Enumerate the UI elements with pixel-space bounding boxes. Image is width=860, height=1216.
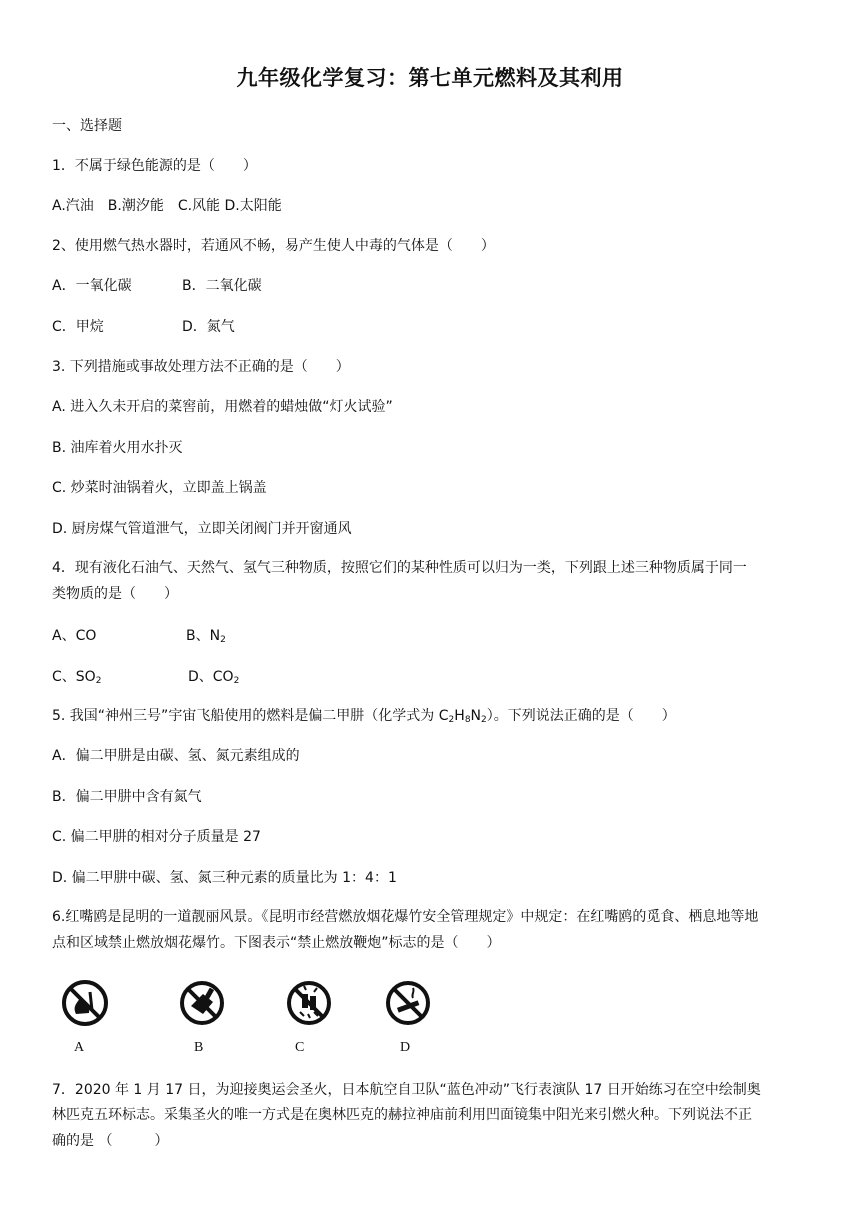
question-4-option-d: D、$CO_2$ [188,669,240,686]
question-1-options: A.汽油 B.潮汐能 C.风能 D.太阳能 [52,198,282,214]
question-4-stem-line-1: 4．现有液化石油气、天然气、氢气三种物质，按照它们的某种性质可以归为一类，下列跟上述三种物质属于同一 [52,560,747,576]
no-match-sign-icon [177,976,227,1030]
question-2-stem: 2、使用燃气热水器时，若通风不畅，易产生使人中毒的气体是（ ） [52,238,495,254]
question-3-option-b: B. 油库着火用水扑灭 [52,440,183,456]
question-5-option-a: A．偏二甲肼是由碳、氢、氮元素组成的 [52,748,300,764]
question-4-option-b: B、$N_2$ [186,628,226,645]
question-5-stem: 5. 我国“神州三号”宇宙飞船使用的燃料是偏二甲肼（化学式为 $C_2H_8N_2$）。下列说法正确的是（ ） [52,708,676,725]
question-4-stem-line-2: 类物质的是（ ） [52,586,178,602]
question-5-option-d: D. 偏二甲肼中碳、氢、氮三种元素的质量比为 1：4：1 [52,870,397,886]
no-smoking-sign-icon [383,976,433,1030]
sign-label-b: B [194,1040,204,1055]
question-7-line-3: 确的是 （ ） [52,1133,169,1149]
question-1-stem: 1．不属于绿色能源的是（ ） [52,158,257,174]
question-7-line-1: 7．2020 年 1 月 17 日，为迎接奥运会圣火，日本航空自卫队“蓝色冲动”飞行表演队 17 日开始练习在空中绘制奥 [52,1082,761,1098]
question-5-option-b: B．偏二甲肼中含有氮气 [52,789,202,805]
question-7-line-2: 林匹克五环标志。采集圣火的唯一方式是在奥林匹克的赫拉神庙前利用凹面镜集中阳光来引燃火种。下列说法不正 [52,1107,752,1123]
question-4-option-a: A、CO [52,628,97,644]
question-3-option-a: A. 进入久未开启的菜窖前，用燃着的蜡烛做“灯火试验” [52,399,393,415]
question-2-option-c: C．甲烷 [52,319,104,335]
no-firecrackers-sign-icon [284,976,334,1030]
question-6-stem-line-2: 点和区域禁止燃放烟花爆竹。下图表示“禁止燃放鞭炮”标志的是（ ） [52,935,501,951]
question-3-stem: 3. 下列措施或事故处理方法不正确的是（ ） [52,359,350,375]
no-flame-sign-icon [60,976,110,1030]
question-5-option-c: C. 偏二甲肼的相对分子质量是 27 [52,829,261,845]
sign-label-a: A [74,1040,85,1055]
page-title: 九年级化学复习：第七单元燃料及其利用 [236,66,624,90]
question-6-stem-line-1: 6.红嘴鸥是昆明的一道靓丽风景。《昆明市经营燃放烟花爆竹安全管理规定》中规定：在红嘴鸥的觅食、栖息地等地 [52,909,759,925]
sign-label-d: D [400,1040,411,1055]
sign-label-c: C [295,1040,305,1055]
question-2-option-b: B．二氧化碳 [182,278,262,294]
section-heading: 一、选择题 [52,118,122,134]
question-4-option-c: C、$SO_2$ [52,669,102,686]
question-3-option-d: D. 厨房煤气管道泄气，立即关闭阀门并开窗通风 [52,521,352,537]
question-2-option-d: D．氮气 [182,319,235,335]
question-2-option-a: A．一氧化碳 [52,278,132,294]
question-3-option-c: C. 炒菜时油锅着火，立即盖上锅盖 [52,480,267,496]
